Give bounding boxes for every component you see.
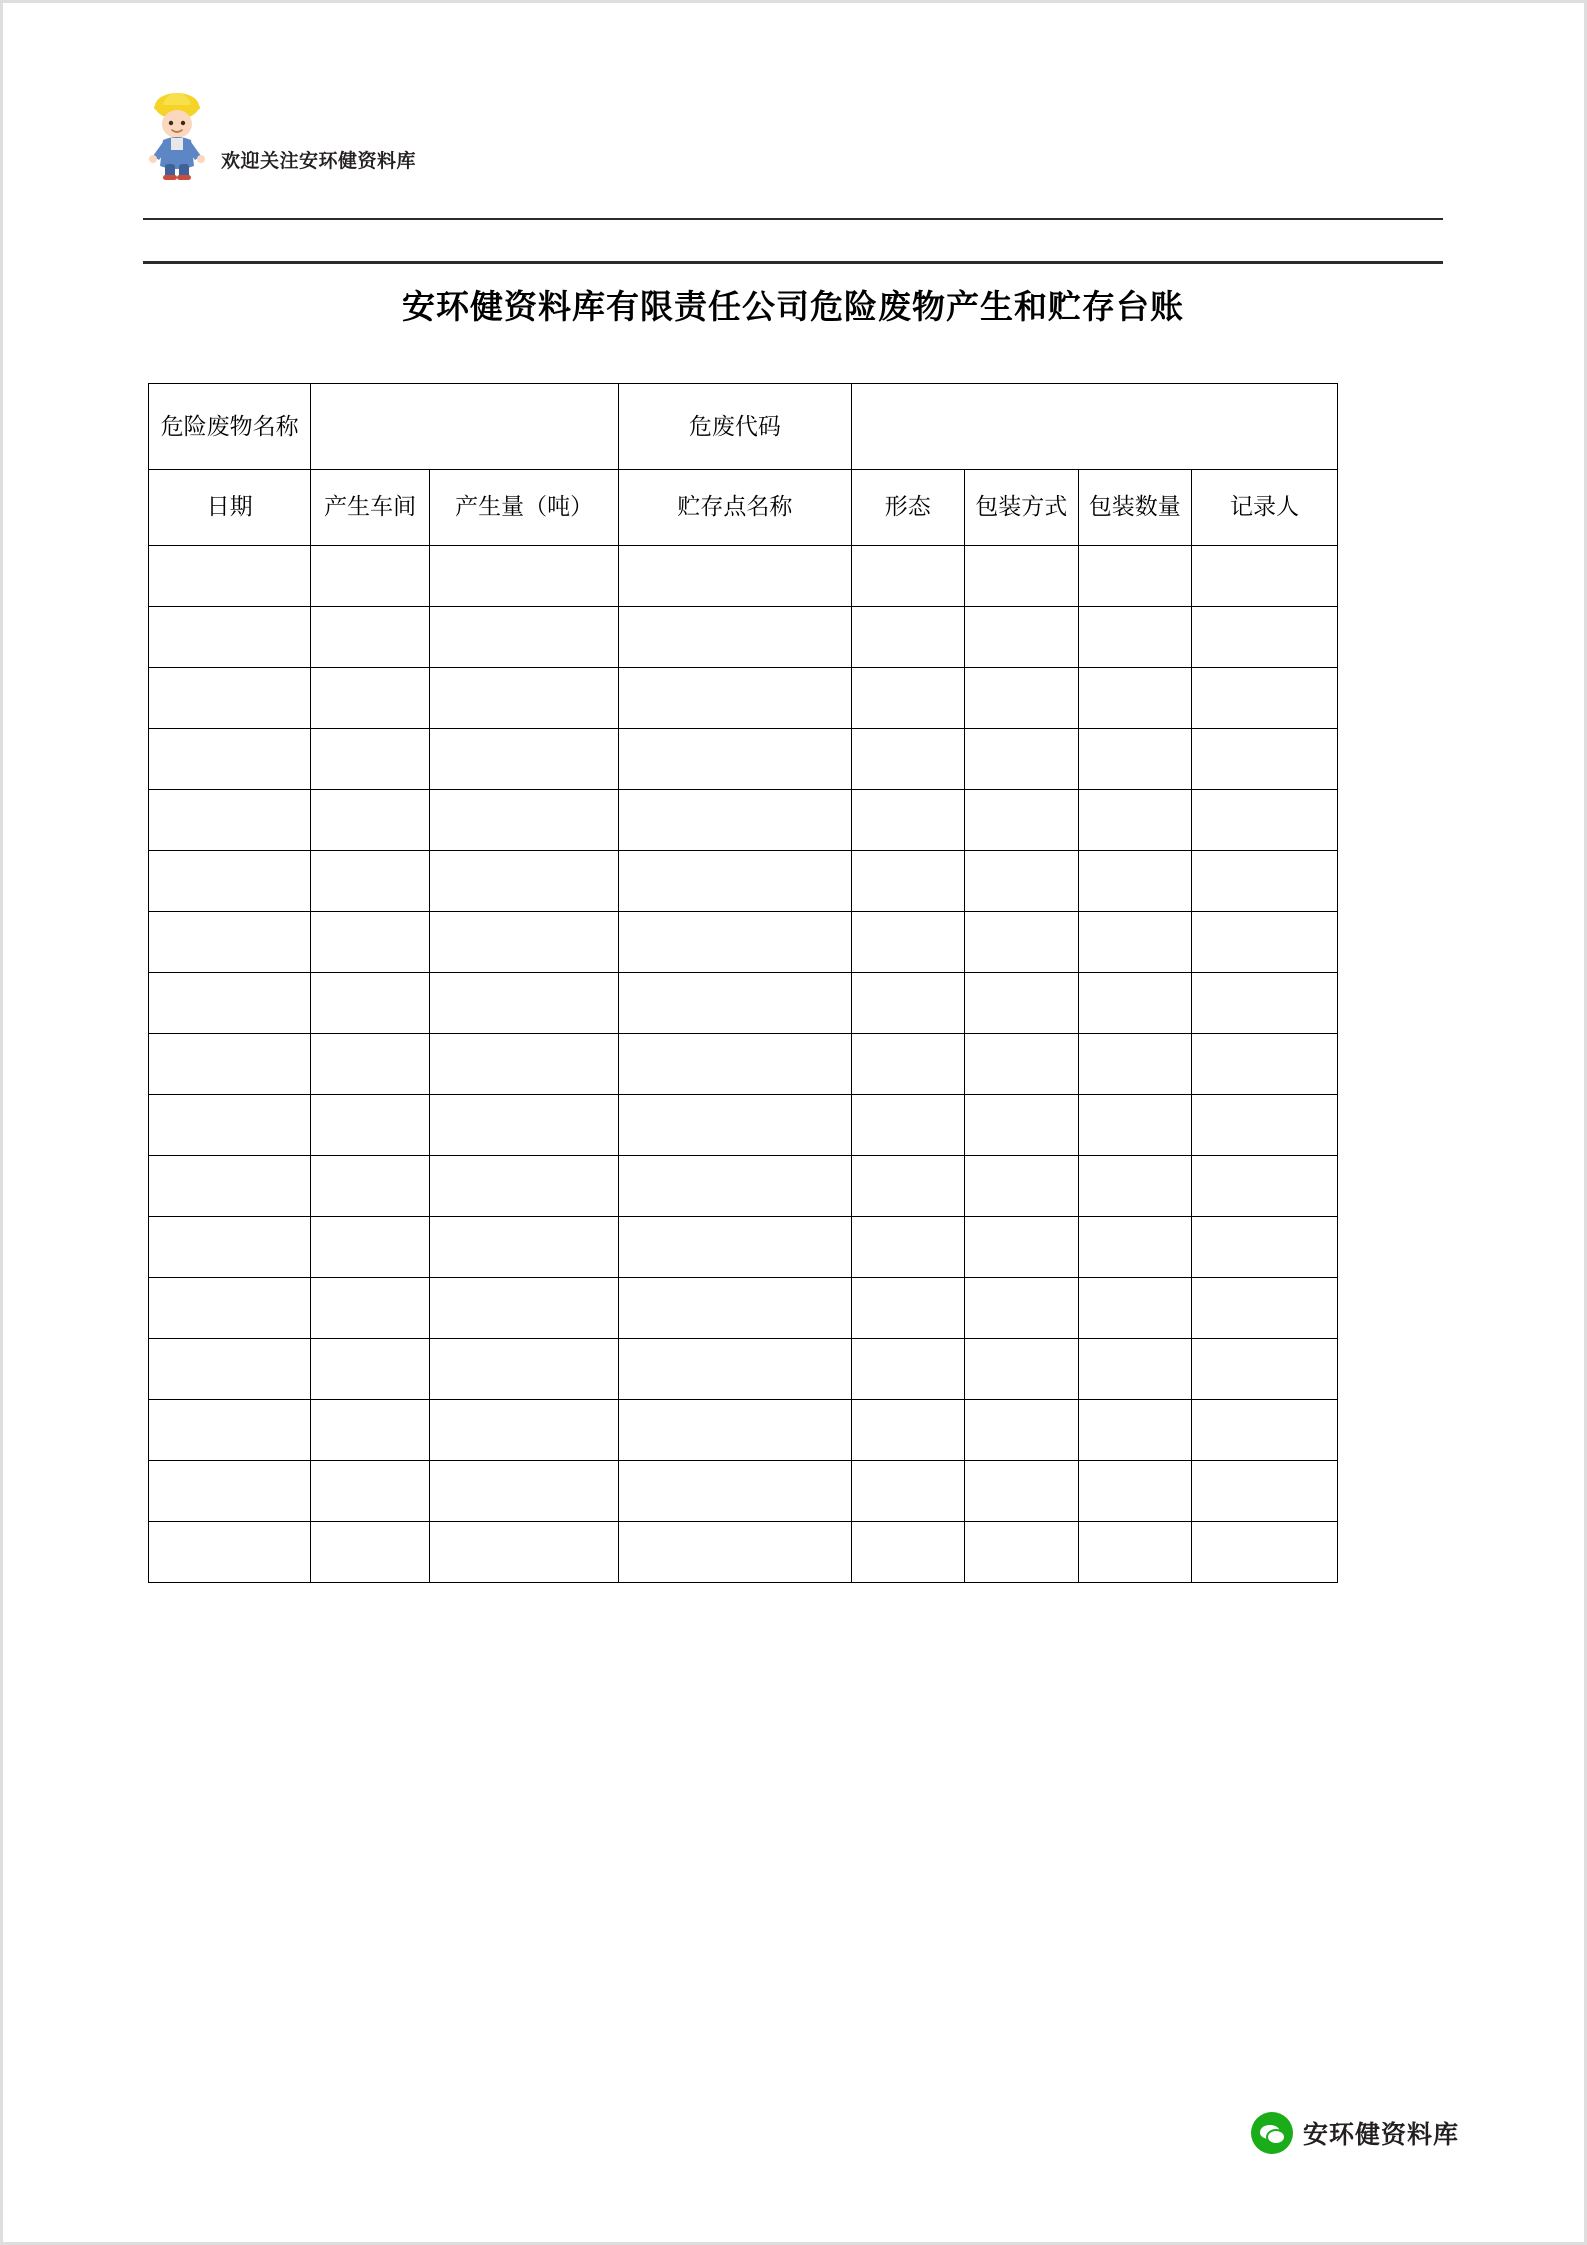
page-title: 安环健资料库有限责任公司危险废物产生和贮存台账 bbox=[402, 290, 1184, 326]
table-cell[interactable] bbox=[149, 607, 311, 668]
table-cell[interactable] bbox=[149, 973, 311, 1034]
table-cell[interactable] bbox=[311, 1461, 430, 1522]
table-cell[interactable] bbox=[851, 1095, 964, 1156]
table-cell[interactable] bbox=[311, 912, 430, 973]
table-cell[interactable] bbox=[1192, 1522, 1338, 1583]
table-cell[interactable] bbox=[965, 1400, 1078, 1461]
table-cell[interactable] bbox=[1078, 546, 1191, 607]
table-cell[interactable] bbox=[149, 1339, 311, 1400]
table-cell[interactable] bbox=[430, 1034, 619, 1095]
table-cell[interactable] bbox=[430, 1522, 619, 1583]
table-cell[interactable] bbox=[851, 1034, 964, 1095]
table-cell[interactable] bbox=[1192, 851, 1338, 912]
follow-prompt-text: 欢迎关注安环健资料库 bbox=[221, 151, 417, 172]
table-cell[interactable] bbox=[965, 973, 1078, 1034]
table-cell[interactable] bbox=[430, 1217, 619, 1278]
table-row bbox=[149, 1278, 1338, 1339]
table-cell[interactable] bbox=[311, 1217, 430, 1278]
table-row bbox=[149, 607, 1338, 668]
header-divider-top bbox=[143, 218, 1443, 220]
table-cell[interactable] bbox=[1078, 1522, 1191, 1583]
table-cell[interactable] bbox=[965, 912, 1078, 973]
table-cell[interactable] bbox=[965, 1156, 1078, 1217]
table-cell[interactable] bbox=[311, 790, 430, 851]
footer-brand-badge bbox=[1251, 2112, 1459, 2154]
table-cell[interactable] bbox=[619, 1400, 851, 1461]
ledger-table-body bbox=[149, 384, 1338, 1583]
table-header-row-1 bbox=[149, 384, 1338, 470]
table-cell[interactable] bbox=[965, 790, 1078, 851]
column-header-recorder: 记录人 bbox=[1192, 470, 1338, 546]
table-cell[interactable] bbox=[1192, 1095, 1338, 1156]
table-cell[interactable] bbox=[1078, 851, 1191, 912]
table-cell[interactable] bbox=[430, 1461, 619, 1522]
table-cell[interactable] bbox=[851, 546, 964, 607]
table-cell[interactable] bbox=[965, 851, 1078, 912]
table-row bbox=[149, 1461, 1338, 1522]
table-cell[interactable] bbox=[1078, 1400, 1191, 1461]
table-cell[interactable] bbox=[311, 1278, 430, 1339]
document-header bbox=[143, 88, 1443, 218]
table-row bbox=[149, 790, 1338, 851]
table-cell[interactable] bbox=[619, 973, 851, 1034]
table-cell[interactable] bbox=[149, 1278, 311, 1339]
table-cell[interactable] bbox=[430, 790, 619, 851]
table-cell[interactable] bbox=[965, 1095, 1078, 1156]
table-row bbox=[149, 729, 1338, 790]
table-cell[interactable] bbox=[1078, 1095, 1191, 1156]
table-cell[interactable] bbox=[311, 1339, 430, 1400]
table-row bbox=[149, 851, 1338, 912]
wechat-icon bbox=[1251, 2112, 1293, 2154]
table-row bbox=[149, 1217, 1338, 1278]
table-cell[interactable] bbox=[965, 1278, 1078, 1339]
table-cell[interactable] bbox=[149, 912, 311, 973]
table-cell[interactable] bbox=[311, 851, 430, 912]
table-cell[interactable] bbox=[1078, 1156, 1191, 1217]
table-cell[interactable] bbox=[619, 1034, 851, 1095]
table-cell[interactable] bbox=[311, 729, 430, 790]
table-cell[interactable] bbox=[1078, 1217, 1191, 1278]
table-cell[interactable] bbox=[430, 1156, 619, 1217]
table-cell[interactable] bbox=[619, 1095, 851, 1156]
table-cell[interactable] bbox=[149, 1095, 311, 1156]
table-cell[interactable] bbox=[1192, 790, 1338, 851]
table-cell[interactable] bbox=[619, 1461, 851, 1522]
table-cell[interactable] bbox=[311, 1095, 430, 1156]
table-cell[interactable] bbox=[149, 1217, 311, 1278]
table-cell[interactable] bbox=[619, 912, 851, 973]
table-cell[interactable] bbox=[619, 546, 851, 607]
table-cell[interactable] bbox=[311, 546, 430, 607]
table-cell[interactable] bbox=[311, 1156, 430, 1217]
table-cell[interactable] bbox=[1192, 912, 1338, 973]
table-cell[interactable] bbox=[430, 851, 619, 912]
table-cell[interactable] bbox=[311, 1400, 430, 1461]
table-cell[interactable] bbox=[311, 973, 430, 1034]
table-cell[interactable] bbox=[149, 1156, 311, 1217]
table-cell[interactable] bbox=[1192, 1400, 1338, 1461]
table-cell[interactable] bbox=[149, 1400, 311, 1461]
table-cell[interactable] bbox=[1192, 607, 1338, 668]
table-cell[interactable] bbox=[965, 668, 1078, 729]
table-cell[interactable] bbox=[851, 607, 964, 668]
table-cell[interactable] bbox=[1078, 973, 1191, 1034]
footer-brand-text: 安环健资料库 bbox=[1302, 2121, 1459, 2149]
table-cell[interactable] bbox=[430, 1278, 619, 1339]
column-header-workshop: 产生车间 bbox=[311, 470, 430, 546]
table-cell[interactable] bbox=[1192, 1461, 1338, 1522]
table-cell[interactable] bbox=[851, 1278, 964, 1339]
table-cell[interactable] bbox=[149, 1461, 311, 1522]
column-header-date: 日期 bbox=[149, 470, 311, 546]
header-cell-waste-name-value[interactable] bbox=[311, 384, 619, 470]
table-cell[interactable] bbox=[1078, 1461, 1191, 1522]
table-cell[interactable] bbox=[1192, 1339, 1338, 1400]
table-cell[interactable] bbox=[430, 668, 619, 729]
table-row bbox=[149, 546, 1338, 607]
table-cell[interactable] bbox=[965, 546, 1078, 607]
table-cell[interactable] bbox=[1192, 1278, 1338, 1339]
table-cell[interactable] bbox=[1192, 1156, 1338, 1217]
table-cell[interactable] bbox=[851, 1522, 964, 1583]
table-header-row-2 bbox=[149, 470, 1338, 546]
header-cell-waste-code: 危废代码 bbox=[619, 384, 851, 470]
table-cell[interactable] bbox=[430, 1095, 619, 1156]
table-cell[interactable] bbox=[1192, 729, 1338, 790]
table-cell[interactable] bbox=[965, 1034, 1078, 1095]
table-cell[interactable] bbox=[851, 729, 964, 790]
table-cell[interactable] bbox=[1078, 1278, 1191, 1339]
table-row bbox=[149, 1400, 1338, 1461]
table-cell[interactable] bbox=[1078, 1034, 1191, 1095]
column-header-quantity: 产生量（吨） bbox=[430, 470, 619, 546]
table-cell[interactable] bbox=[1192, 668, 1338, 729]
table-cell[interactable] bbox=[430, 1339, 619, 1400]
table-row bbox=[149, 1095, 1338, 1156]
header-divider-second bbox=[143, 261, 1443, 264]
table-cell[interactable] bbox=[619, 790, 851, 851]
table-cell[interactable] bbox=[311, 1034, 430, 1095]
column-header-form: 形态 bbox=[851, 470, 964, 546]
table-cell[interactable] bbox=[149, 1034, 311, 1095]
table-cell[interactable] bbox=[1078, 729, 1191, 790]
table-cell[interactable] bbox=[851, 1400, 964, 1461]
table-row bbox=[149, 1339, 1338, 1400]
table-cell[interactable] bbox=[1078, 790, 1191, 851]
table-cell[interactable] bbox=[965, 1522, 1078, 1583]
table-cell[interactable] bbox=[311, 607, 430, 668]
table-cell[interactable] bbox=[1078, 668, 1191, 729]
table-cell[interactable] bbox=[149, 668, 311, 729]
column-header-storage-point: 贮存点名称 bbox=[619, 470, 851, 546]
table-cell[interactable] bbox=[965, 1461, 1078, 1522]
table-cell[interactable] bbox=[149, 790, 311, 851]
table-cell[interactable] bbox=[1078, 1339, 1191, 1400]
table-cell[interactable] bbox=[851, 790, 964, 851]
table-cell[interactable] bbox=[851, 912, 964, 973]
table-cell[interactable] bbox=[851, 851, 964, 912]
table-cell[interactable] bbox=[1192, 546, 1338, 607]
table-cell[interactable] bbox=[430, 1400, 619, 1461]
table-cell[interactable] bbox=[1078, 912, 1191, 973]
table-cell[interactable] bbox=[1192, 1217, 1338, 1278]
table-cell[interactable] bbox=[851, 1156, 964, 1217]
table-cell[interactable] bbox=[965, 607, 1078, 668]
table-cell[interactable] bbox=[619, 729, 851, 790]
table-row bbox=[149, 973, 1338, 1034]
table-cell[interactable] bbox=[430, 546, 619, 607]
table-cell[interactable] bbox=[619, 1522, 851, 1583]
table-cell[interactable] bbox=[619, 1339, 851, 1400]
table-cell[interactable] bbox=[149, 729, 311, 790]
table-cell[interactable] bbox=[619, 1217, 851, 1278]
table-cell[interactable] bbox=[311, 1522, 430, 1583]
table-cell[interactable] bbox=[619, 1156, 851, 1217]
column-header-packaging-count: 包装数量 bbox=[1078, 470, 1191, 546]
header-cell-waste-name: 危险废物名称 bbox=[149, 384, 311, 470]
table-cell[interactable] bbox=[965, 729, 1078, 790]
table-cell[interactable] bbox=[851, 1339, 964, 1400]
table-cell[interactable] bbox=[1192, 1034, 1338, 1095]
ledger-table-wrapper bbox=[148, 383, 1338, 1583]
column-header-packaging-method: 包装方式 bbox=[965, 470, 1078, 546]
table-cell[interactable] bbox=[965, 1217, 1078, 1278]
table-cell[interactable] bbox=[1192, 973, 1338, 1034]
table-row bbox=[149, 912, 1338, 973]
table-cell[interactable] bbox=[1078, 607, 1191, 668]
table-cell[interactable] bbox=[619, 851, 851, 912]
table-cell[interactable] bbox=[851, 668, 964, 729]
table-cell[interactable] bbox=[430, 973, 619, 1034]
table-row bbox=[149, 1034, 1338, 1095]
table-cell[interactable] bbox=[851, 1217, 964, 1278]
table-cell[interactable] bbox=[430, 607, 619, 668]
table-cell[interactable] bbox=[430, 729, 619, 790]
table-cell[interactable] bbox=[149, 1522, 311, 1583]
header-cell-waste-code-value[interactable] bbox=[851, 384, 1337, 470]
table-cell[interactable] bbox=[430, 912, 619, 973]
table-cell[interactable] bbox=[149, 546, 311, 607]
table-cell[interactable] bbox=[851, 973, 964, 1034]
table-cell[interactable] bbox=[619, 1278, 851, 1339]
table-row bbox=[149, 668, 1338, 729]
table-row bbox=[149, 1522, 1338, 1583]
table-cell[interactable] bbox=[851, 1461, 964, 1522]
table-cell[interactable] bbox=[149, 851, 311, 912]
table-cell[interactable] bbox=[965, 1339, 1078, 1400]
worker-mascot-icon bbox=[143, 88, 211, 180]
table-cell[interactable] bbox=[311, 668, 430, 729]
ledger-table bbox=[148, 383, 1338, 1583]
table-cell[interactable] bbox=[619, 668, 851, 729]
table-cell[interactable] bbox=[619, 607, 851, 668]
table-row bbox=[149, 1156, 1338, 1217]
